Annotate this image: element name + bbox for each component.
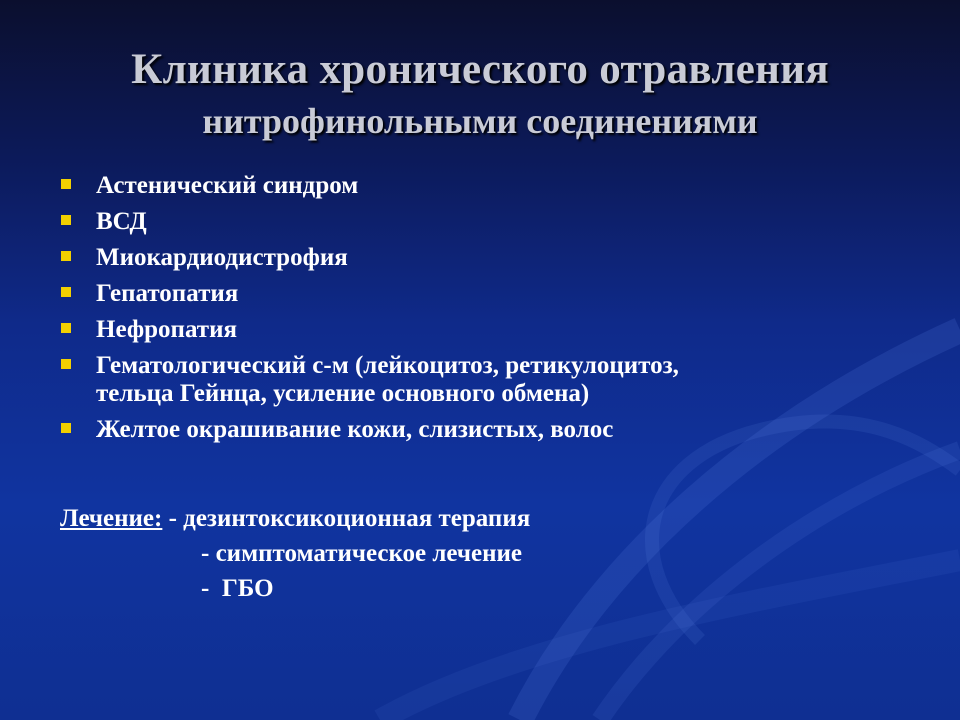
list-item [60, 316, 920, 344]
symptom-list [60, 172, 920, 452]
square-bullet-icon [61, 287, 71, 297]
list-item-text: ВСД [96, 208, 147, 235]
list-item-text-line-2: тельца Гейнца, усиление основного обмена) [96, 380, 590, 407]
square-bullet-icon [61, 323, 71, 333]
treatment-label: Лечение: [60, 505, 163, 532]
treatment-block [60, 501, 530, 606]
square-bullet-icon [61, 359, 71, 369]
list-item-text: Астенический синдром [96, 172, 359, 199]
slide-title [0, 44, 960, 144]
list-item [60, 208, 920, 236]
treatment-item-2: - симптоматическое лечение [201, 540, 522, 567]
square-bullet-icon [61, 179, 71, 189]
list-item-text: Гепатопатия [96, 280, 239, 307]
square-bullet-icon [61, 215, 71, 225]
treatment-line-1 [60, 501, 530, 536]
list-item-text-line-1: Гематологический с-м (лейкоцитоз, ретикулоцитоз, [96, 352, 679, 379]
list-item [60, 172, 920, 200]
list-item-text: Желтое окрашивание кожи, слизистых, волос [96, 416, 614, 443]
list-item-text: Нефропатия [96, 316, 238, 343]
list-item [60, 280, 920, 308]
square-bullet-icon [61, 423, 71, 433]
list-item [60, 244, 920, 272]
title-line-2: нитрофинольными соединениями [202, 101, 758, 141]
list-item [60, 352, 920, 408]
treatment-item-1: - дезинтоксикоционная терапия [162, 505, 531, 532]
square-bullet-icon [61, 251, 71, 261]
treatment-item-3: - ГБО [201, 575, 274, 602]
list-item [60, 416, 920, 444]
title-line-1: Клиника хронического отравления [131, 46, 829, 93]
list-item-text: Миокардиодистрофия [96, 244, 348, 271]
